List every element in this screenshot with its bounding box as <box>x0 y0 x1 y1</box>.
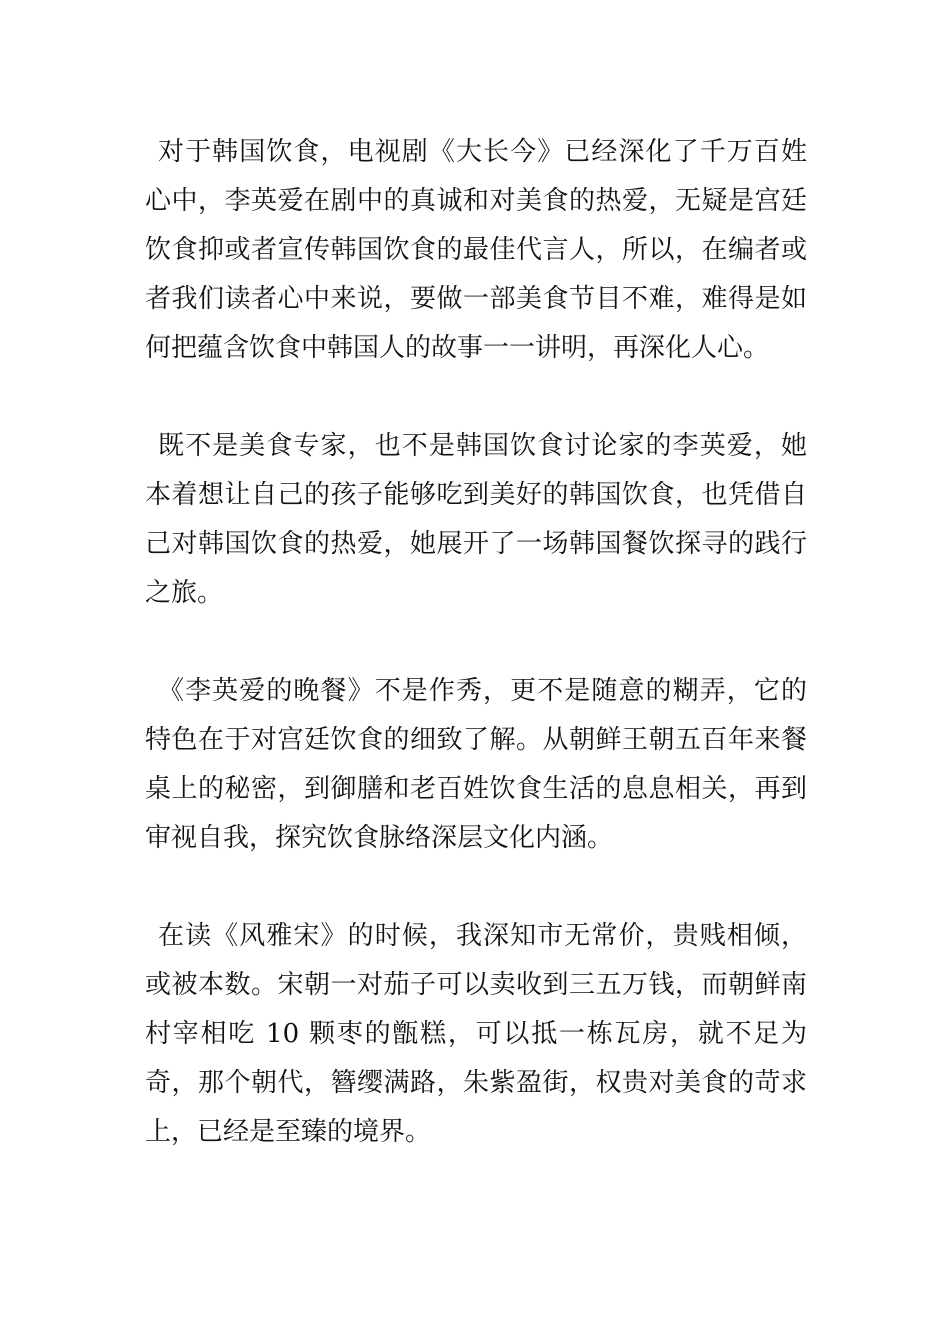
paragraph-1: 对于韩国饮食，电视剧《大长今》已经深化了千万百姓心中，李英爱在剧中的真诚和对美食的热爱，无疑是宫廷饮食抑或者宣传韩国饮食的最佳代言人，所以，在编者或者我们读者心中来说，要做一部美食节目不难，难得是如何把蕴含饮食中韩国人的故事一一讲明，再深化人心。 <box>145 137 807 363</box>
paragraph-4: 在读《风雅宋》的时候，我深知市无常价，贵贱相倾，或被本数。宋朝一对茄子可以卖收到三五万钱，而朝鲜南村宰相吃 10 颗枣的甑糕，可以抵一栋瓦房，就不足为奇，那个朝代，簪缨满路，朱紫盈街，权贵对美食的苛求上，已经是至臻的境界。 <box>145 921 807 1147</box>
paragraph-3: 《李英爱的晚餐》不是作秀，更不是随意的糊弄，它的特色在于对宫廷饮食的细致了解。从朝鲜王朝五百年来餐桌上的秘密，到御膳和老百姓饮食生活的息息相关，再到审视自我，探究饮食脉络深层文化内涵。 <box>145 676 807 853</box>
paragraph-2: 既不是美食专家，也不是韩国饮食讨论家的李英爱，她本着想让自己的孩子能够吃到美好的韩国饮食，也凭借自己对韩国饮食的热爱，她展开了一场韩国餐饮探寻的践行之旅。 <box>145 431 807 608</box>
document-body <box>145 128 807 1206</box>
